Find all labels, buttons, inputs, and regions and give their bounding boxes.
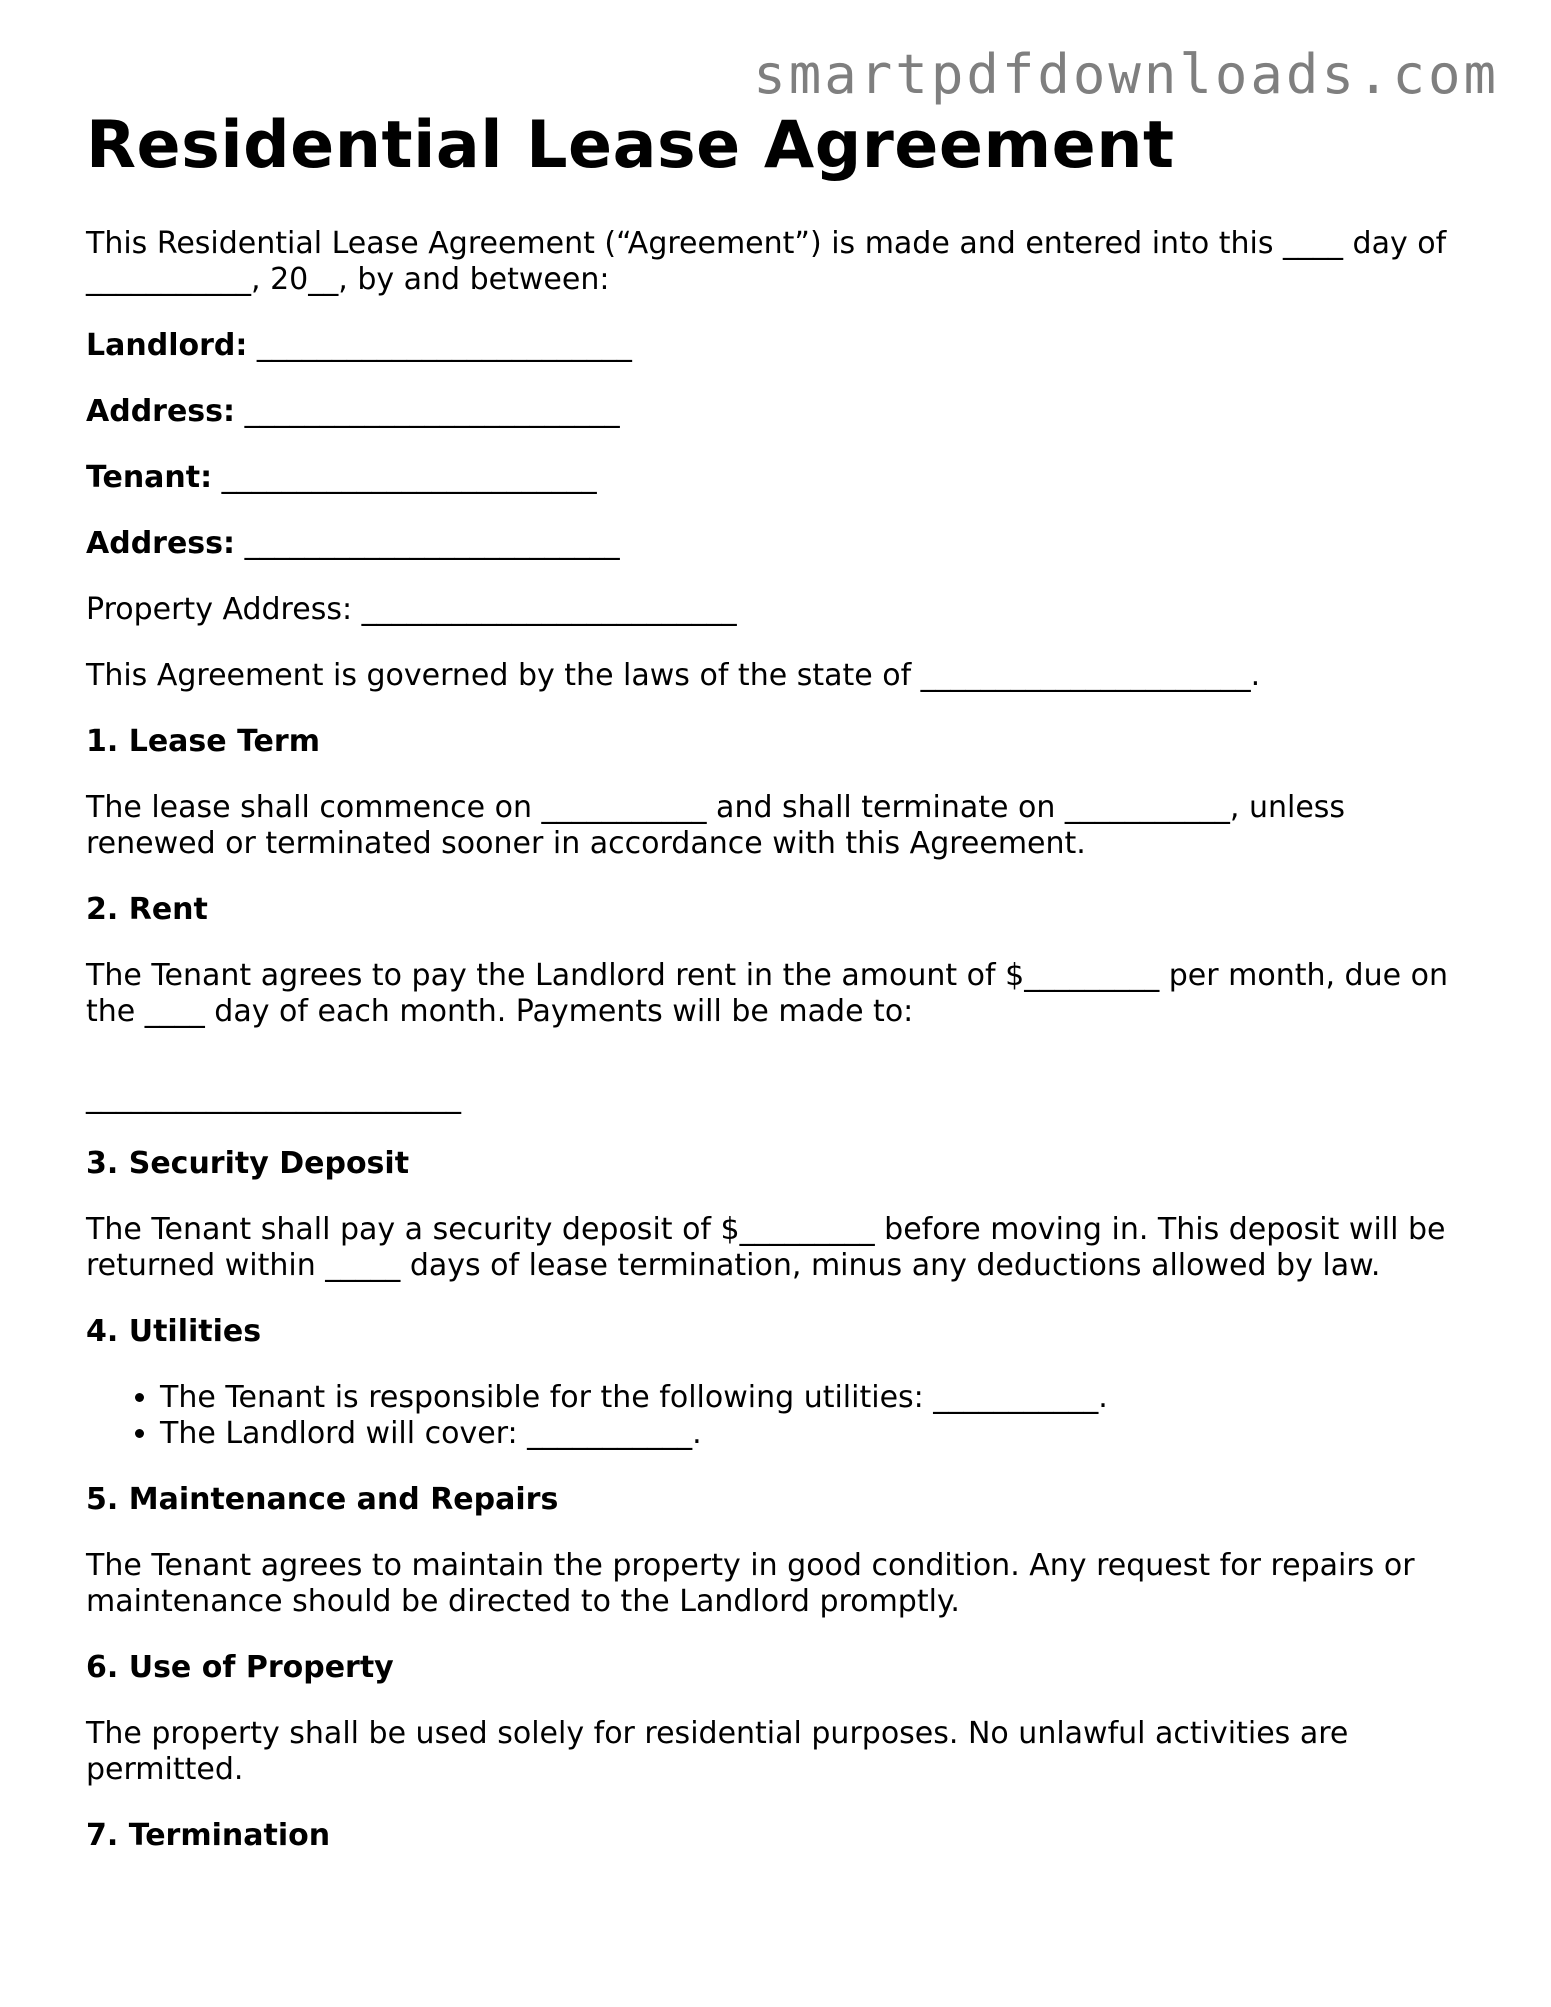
- list-item: • The Tenant is responsible for the following utilities: ___________.: [160, 1380, 1476, 1416]
- landlord-label: Landlord:: [86, 328, 248, 363]
- section-heading-rent: 2. Rent: [86, 892, 208, 927]
- tenant-label: Tenant:: [86, 460, 213, 495]
- tenant-address-blank: _________________________: [235, 526, 620, 561]
- section-heading-maintenance: 5. Maintenance and Repairs: [86, 1482, 559, 1517]
- intro-paragraph: This Residential Lease Agreement (“Agreement”) is made and entered into this ____ day of ___________, 20__, by and between:: [86, 226, 1447, 297]
- section-heading-use-of-property: 6. Use of Property: [86, 1650, 394, 1685]
- security-deposit-text: The Tenant shall pay a security deposit of $_________ before moving in. This deposit will be returned within _____ days of lease termination, minus any deductions allowed by law.: [86, 1212, 1446, 1283]
- landlord-address-blank: _________________________: [235, 394, 620, 429]
- page-title: Residential Lease Agreement: [86, 108, 1175, 183]
- use-of-property-text: The property shall be used solely for residential purposes. No unlawful activities are permitted.: [86, 1716, 1349, 1787]
- list-item: • The Landlord will cover: ___________.: [160, 1416, 1476, 1452]
- property-address-field: Property Address: _________________________: [86, 592, 737, 627]
- tenant-blank: _________________________: [212, 460, 597, 495]
- document: [86, 108, 1476, 1854]
- tenant-address-label: Address:: [86, 526, 236, 561]
- landlord-address-label: Address:: [86, 394, 236, 429]
- tenant-field: [86, 460, 1476, 496]
- landlord-address-field: [86, 394, 1476, 430]
- watermark: smartpdfdownloads.com: [753, 43, 1499, 106]
- section-heading-utilities: 4. Utilities: [86, 1314, 262, 1349]
- section-heading-termination: 7. Termination: [86, 1818, 331, 1853]
- rent-text: The Tenant agrees to pay the Landlord rent in the amount of $_________ per month, due on the ____ day of each month. Payments will be made to:: [86, 958, 1448, 1029]
- section-heading-security-deposit: 3. Security Deposit: [86, 1146, 410, 1181]
- section-heading-lease-term: 1. Lease Term: [86, 724, 320, 759]
- tenant-address-field: [86, 526, 1476, 562]
- maintenance-text: The Tenant agrees to maintain the property in good condition. Any request for repairs or maintenance should be directed to the Landlord promptly.: [86, 1548, 1415, 1619]
- lease-term-text: The lease shall commence on ___________ and shall terminate on ___________, unless renewed or terminated sooner in accordance with this Agreement.: [86, 790, 1346, 861]
- governing-law-paragraph: This Agreement is governed by the laws of the state of ______________________.: [86, 658, 1261, 693]
- utilities-list: [86, 1380, 1476, 1452]
- landlord-field: [86, 328, 1476, 364]
- rent-payee-blank: _________________________: [86, 1080, 461, 1115]
- landlord-blank: _________________________: [247, 328, 632, 363]
